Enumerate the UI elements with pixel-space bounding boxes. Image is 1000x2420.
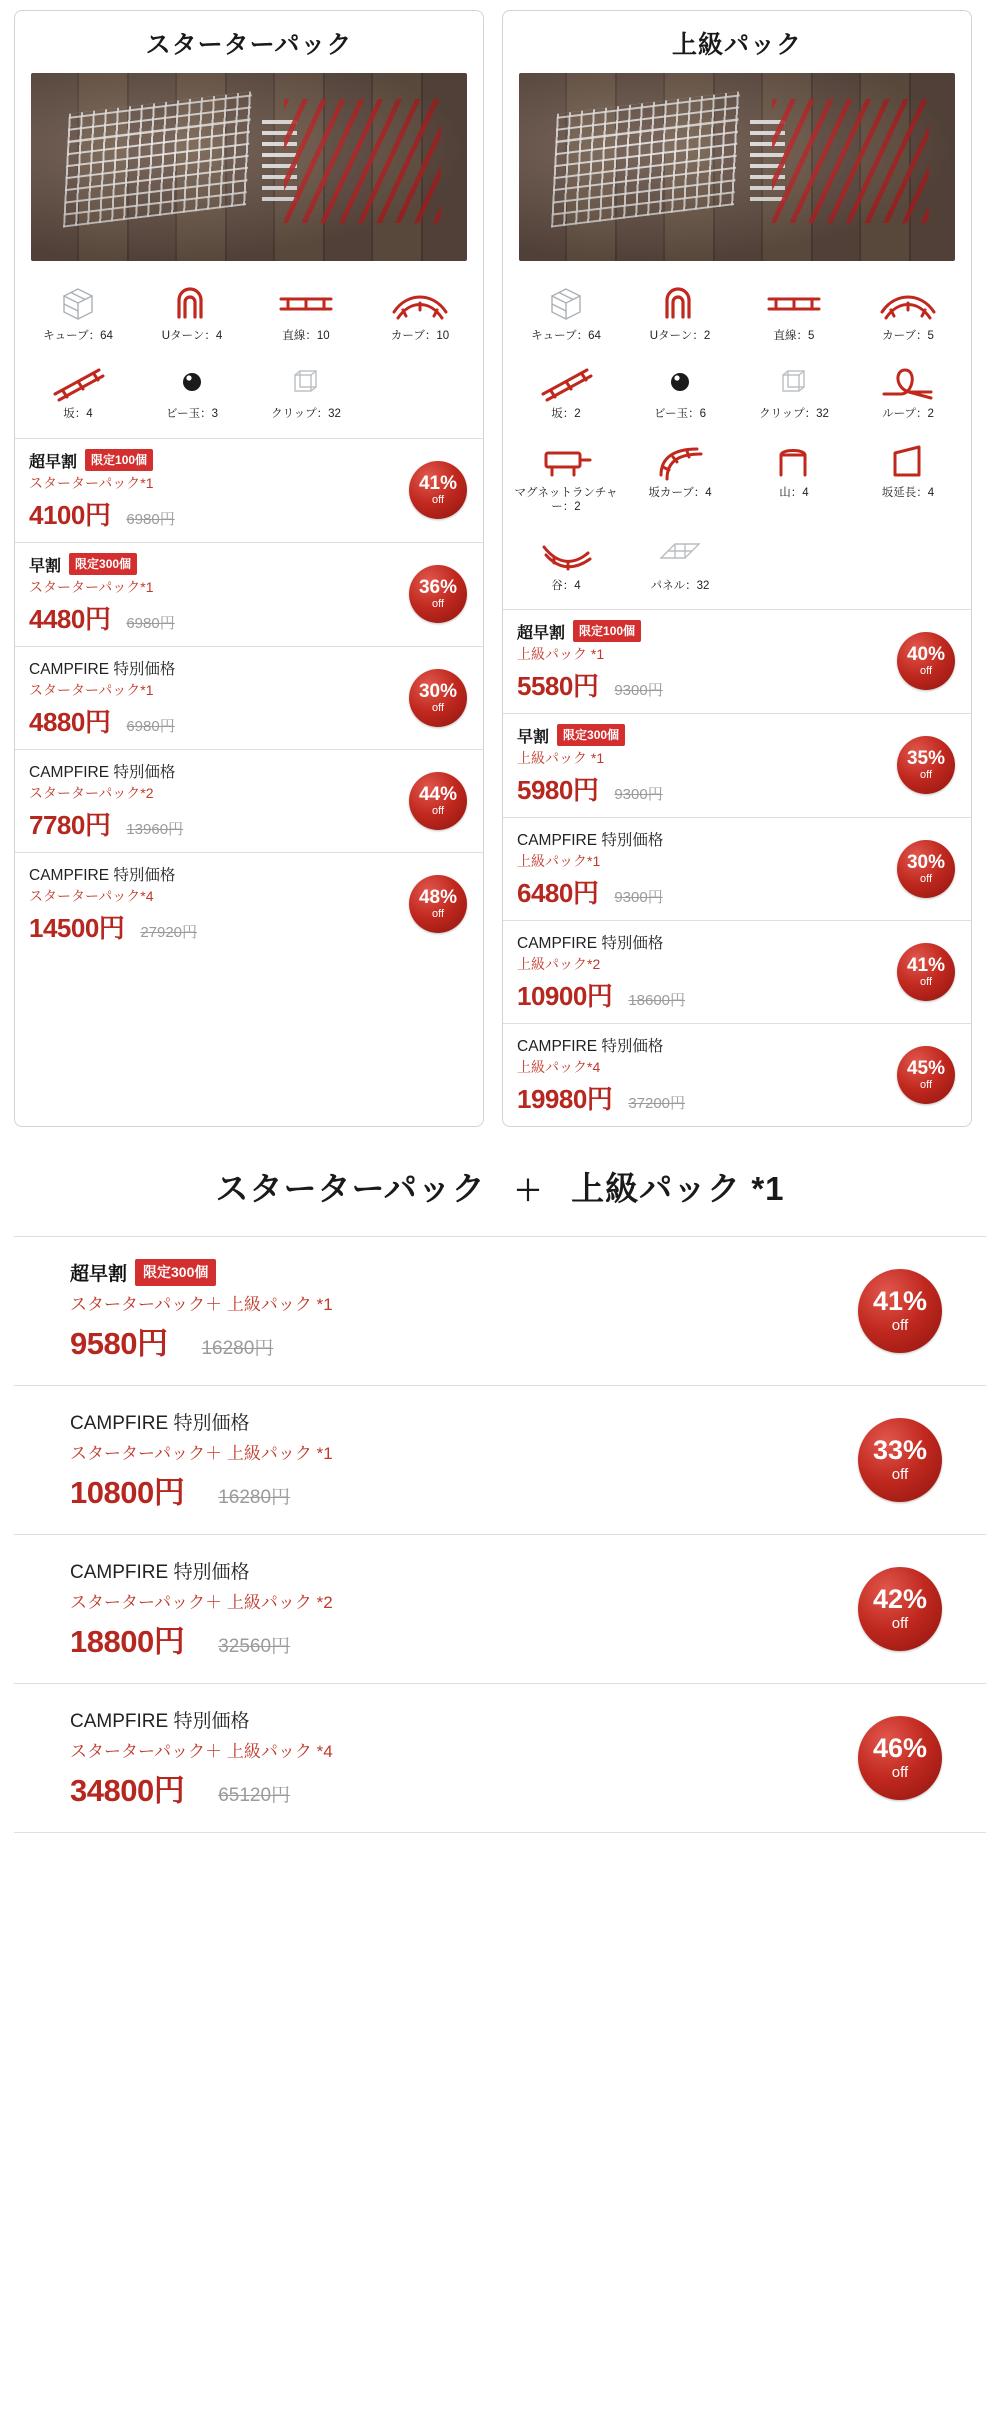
price-amount: 18800円 bbox=[70, 1623, 185, 1659]
price-subtitle: スターターパック＋ 上級パック *2 bbox=[70, 1592, 333, 1612]
price-kicker: 超早割 bbox=[29, 453, 78, 471]
price-amount: 10800円 bbox=[70, 1474, 185, 1510]
price-subtitle: 上級パック*1 bbox=[517, 852, 601, 869]
part-label: 坂：4 bbox=[63, 408, 93, 421]
limited-badge: 限定100個 bbox=[573, 620, 641, 642]
part-item bbox=[21, 275, 135, 353]
straight-icon bbox=[251, 281, 361, 327]
limited-badge: 限定100個 bbox=[85, 449, 153, 471]
parts-list-starter bbox=[15, 261, 483, 438]
combo-section-title bbox=[0, 1127, 1000, 1236]
part-item bbox=[509, 432, 623, 525]
part-item bbox=[249, 275, 363, 353]
part-label: ループ：2 bbox=[882, 408, 934, 421]
discount-off-label: off bbox=[891, 1615, 909, 1633]
part-label: ビー玉：3 bbox=[166, 408, 218, 421]
discount-percent: 41% bbox=[872, 1286, 928, 1317]
discount-badge bbox=[858, 1567, 942, 1651]
price-amount: 5980円 bbox=[517, 774, 599, 805]
price-row[interactable] bbox=[15, 750, 483, 853]
price-subtitle: スターターパック*1 bbox=[29, 681, 154, 698]
price-original: 9300円 bbox=[614, 888, 663, 906]
discount-percent: 44% bbox=[418, 783, 458, 805]
mountain-icon bbox=[739, 438, 849, 484]
u-turn-icon bbox=[625, 281, 735, 327]
discount-badge bbox=[858, 1269, 942, 1353]
price-row[interactable] bbox=[14, 1237, 986, 1386]
price-list-starter bbox=[15, 438, 483, 955]
part-item bbox=[21, 353, 135, 431]
discount-badge bbox=[409, 565, 467, 623]
price-subtitle: スターターパック*1 bbox=[29, 578, 154, 595]
discount-badge bbox=[409, 875, 467, 933]
discount-percent: 30% bbox=[906, 851, 946, 873]
part-item bbox=[737, 432, 851, 525]
part-label: カーブ：5 bbox=[882, 330, 934, 342]
pack-photo-advanced bbox=[519, 73, 955, 261]
price-original: 6980円 bbox=[126, 614, 175, 632]
price-row[interactable] bbox=[15, 647, 483, 750]
discount-percent: 42% bbox=[872, 1584, 928, 1615]
price-subtitle: スターターパック＋ 上級パック *4 bbox=[70, 1741, 333, 1761]
combo-price-list bbox=[14, 1236, 986, 1833]
combo-title-plus: ＋ bbox=[513, 1174, 543, 1206]
discount-badge bbox=[409, 461, 467, 519]
discount-badge bbox=[858, 1716, 942, 1800]
discount-off-label: off bbox=[919, 665, 933, 678]
price-kicker: 超早割 bbox=[517, 624, 566, 642]
price-row[interactable] bbox=[503, 1024, 971, 1126]
price-kicker: CAMPFIRE 特別価格 bbox=[29, 660, 176, 678]
limited-badge: 限定300個 bbox=[557, 724, 625, 746]
price-amount: 6480円 bbox=[517, 877, 599, 908]
part-label: キューブ：64 bbox=[531, 330, 601, 342]
discount-percent: 41% bbox=[418, 473, 458, 495]
photo-grid-board bbox=[551, 91, 740, 227]
pack-title: スターターパック bbox=[145, 31, 353, 59]
price-original: 37200円 bbox=[628, 1094, 686, 1112]
straight-icon bbox=[739, 281, 849, 327]
price-original: 6980円 bbox=[126, 510, 175, 528]
price-amount: 14500円 bbox=[29, 912, 125, 943]
part-item bbox=[623, 353, 737, 431]
discount-off-label: off bbox=[919, 1078, 933, 1091]
price-amount: 5580円 bbox=[517, 670, 599, 701]
limited-badge: 限定300個 bbox=[135, 1259, 216, 1286]
price-kicker: CAMPFIRE 特別価格 bbox=[517, 934, 664, 952]
part-item bbox=[737, 275, 851, 353]
part-label: 坂カーブ：4 bbox=[648, 486, 712, 499]
discount-badge bbox=[409, 772, 467, 830]
photo-rails bbox=[772, 99, 929, 223]
price-kicker: CAMPFIRE 特別価格 bbox=[70, 1412, 250, 1434]
part-label: 直線：10 bbox=[282, 330, 330, 342]
curve-icon bbox=[853, 281, 963, 327]
price-kicker: CAMPFIRE 特別価格 bbox=[517, 831, 664, 849]
price-row[interactable] bbox=[503, 921, 971, 1024]
photo-rails bbox=[284, 99, 441, 223]
discount-percent: 45% bbox=[906, 1057, 946, 1079]
part-item bbox=[363, 275, 477, 353]
part-label: Uターン：2 bbox=[649, 330, 711, 342]
loop-icon bbox=[853, 359, 963, 405]
part-label: 坂：2 bbox=[551, 408, 581, 421]
price-kicker: CAMPFIRE 特別価格 bbox=[29, 763, 176, 781]
part-item bbox=[509, 353, 623, 431]
photo-grid-board bbox=[63, 91, 252, 227]
pack-photo-starter bbox=[31, 73, 467, 261]
pack-title: 上級パック bbox=[671, 31, 802, 59]
price-amount: 10900円 bbox=[517, 980, 613, 1011]
discount-badge bbox=[897, 943, 955, 1001]
clip-icon bbox=[739, 359, 849, 405]
price-original: 16280円 bbox=[218, 1486, 291, 1508]
cube-icon bbox=[511, 281, 621, 327]
slope-extension-icon bbox=[853, 438, 963, 484]
part-item bbox=[737, 353, 851, 431]
part-item bbox=[851, 353, 965, 431]
price-kicker: CAMPFIRE 特別価格 bbox=[29, 866, 176, 884]
combo-title-left: スターターパック bbox=[215, 1169, 486, 1207]
discount-percent: 36% bbox=[418, 577, 458, 599]
discount-badge bbox=[897, 840, 955, 898]
part-label: 山：4 bbox=[779, 486, 809, 499]
slope-icon bbox=[511, 359, 621, 405]
discount-off-label: off bbox=[891, 1466, 909, 1484]
discount-off-label: off bbox=[919, 872, 933, 885]
discount-off-label: off bbox=[431, 701, 445, 714]
magnet-launcher-icon bbox=[511, 438, 621, 484]
curve-icon bbox=[365, 281, 475, 327]
price-row[interactable] bbox=[503, 714, 971, 818]
price-kicker: 超早割 bbox=[70, 1263, 128, 1285]
price-subtitle: スターターパック*4 bbox=[29, 887, 154, 904]
price-kicker: CAMPFIRE 特別価格 bbox=[70, 1561, 250, 1583]
panel-icon bbox=[625, 531, 735, 577]
marble-icon bbox=[137, 359, 247, 405]
part-label: カーブ：10 bbox=[390, 330, 450, 342]
price-subtitle: 上級パック*4 bbox=[517, 1058, 601, 1075]
price-amount: 4480円 bbox=[29, 603, 111, 634]
discount-percent: 48% bbox=[418, 886, 458, 908]
limited-badge: 限定300個 bbox=[69, 553, 137, 575]
discount-off-label: off bbox=[891, 1317, 909, 1335]
price-list-advanced bbox=[503, 609, 971, 1126]
pack-columns bbox=[0, 0, 1000, 1127]
part-item bbox=[623, 525, 737, 603]
price-subtitle: 上級パック *1 bbox=[517, 645, 605, 662]
part-label: パネル：32 bbox=[650, 579, 710, 592]
price-subtitle: スターターパック*1 bbox=[29, 474, 154, 491]
price-kicker: 早割 bbox=[29, 557, 62, 575]
price-row[interactable] bbox=[503, 610, 971, 714]
price-row[interactable] bbox=[14, 1386, 986, 1535]
discount-off-label: off bbox=[431, 804, 445, 817]
price-subtitle: スターターパック＋ 上級パック *1 bbox=[70, 1443, 333, 1463]
price-amount: 7780円 bbox=[29, 809, 111, 840]
price-row[interactable] bbox=[15, 853, 483, 955]
part-item bbox=[623, 275, 737, 353]
price-original: 6980円 bbox=[126, 717, 175, 735]
price-kicker: CAMPFIRE 特別価格 bbox=[517, 1037, 664, 1055]
price-amount: 4880円 bbox=[29, 706, 111, 737]
part-item bbox=[851, 275, 965, 353]
price-original: 16280円 bbox=[201, 1337, 274, 1359]
price-row[interactable] bbox=[14, 1684, 986, 1833]
price-subtitle: 上級パック *1 bbox=[517, 749, 605, 766]
price-original: 9300円 bbox=[614, 785, 663, 803]
price-amount: 4100円 bbox=[29, 499, 111, 530]
price-original: 27920円 bbox=[140, 923, 198, 941]
part-label: 直線：5 bbox=[773, 330, 815, 342]
clip-icon bbox=[251, 359, 361, 405]
price-original: 9300円 bbox=[614, 681, 663, 699]
part-label: クリップ：32 bbox=[271, 408, 341, 421]
discount-badge bbox=[409, 669, 467, 727]
part-label: ビー玉：6 bbox=[654, 408, 706, 421]
discount-percent: 40% bbox=[906, 644, 946, 666]
discount-badge bbox=[897, 632, 955, 690]
price-kicker: CAMPFIRE 特別価格 bbox=[70, 1710, 250, 1732]
price-row[interactable] bbox=[15, 543, 483, 647]
price-original: 32560円 bbox=[218, 1635, 291, 1657]
discount-badge bbox=[897, 736, 955, 794]
valley-icon bbox=[511, 531, 621, 577]
part-item bbox=[135, 353, 249, 431]
discount-off-label: off bbox=[431, 494, 445, 507]
part-item bbox=[509, 525, 623, 603]
part-label: 坂延長：4 bbox=[881, 486, 935, 499]
discount-off-label: off bbox=[919, 975, 933, 988]
discount-percent: 35% bbox=[906, 748, 946, 770]
discount-percent: 33% bbox=[872, 1435, 928, 1466]
part-label: マグネットランチャー：2 bbox=[514, 486, 618, 514]
part-label: クリップ：32 bbox=[759, 408, 829, 421]
price-amount: 34800円 bbox=[70, 1772, 185, 1808]
price-original: 13960円 bbox=[126, 820, 184, 838]
discount-percent: 41% bbox=[906, 954, 946, 976]
u-turn-icon bbox=[137, 281, 247, 327]
discount-off-label: off bbox=[431, 598, 445, 611]
part-item bbox=[623, 432, 737, 525]
part-item bbox=[249, 353, 363, 431]
part-item bbox=[135, 275, 249, 353]
part-label: Uターン：4 bbox=[161, 330, 223, 342]
price-original: 65120円 bbox=[218, 1784, 291, 1806]
discount-off-label: off bbox=[891, 1764, 909, 1782]
price-row[interactable] bbox=[503, 818, 971, 921]
discount-badge bbox=[897, 1046, 955, 1104]
price-subtitle: スターターパック＋ 上級パック *1 bbox=[70, 1294, 333, 1314]
price-original: 18600円 bbox=[628, 991, 686, 1009]
slope-curve-icon bbox=[625, 438, 735, 484]
discount-off-label: off bbox=[919, 769, 933, 782]
price-row[interactable] bbox=[14, 1535, 986, 1684]
combo-title-right: 上級パック *1 bbox=[571, 1169, 785, 1207]
discount-off-label: off bbox=[431, 907, 445, 920]
parts-list-advanced bbox=[503, 261, 971, 609]
photo-sticks bbox=[262, 114, 297, 200]
discount-percent: 46% bbox=[872, 1733, 928, 1764]
part-label: キューブ：64 bbox=[43, 330, 113, 342]
price-subtitle: スターターパック*2 bbox=[29, 784, 154, 801]
part-label: 谷：4 bbox=[551, 579, 581, 592]
marble-icon bbox=[625, 359, 735, 405]
discount-badge bbox=[858, 1418, 942, 1502]
price-subtitle: 上級パック*2 bbox=[517, 955, 601, 972]
slope-icon bbox=[23, 359, 133, 405]
cube-icon bbox=[23, 281, 133, 327]
price-amount: 19980円 bbox=[517, 1083, 613, 1114]
price-kicker: 早割 bbox=[517, 728, 550, 746]
price-amount: 9580円 bbox=[70, 1325, 168, 1361]
part-item bbox=[851, 432, 965, 525]
pack-card-starter bbox=[14, 10, 484, 1127]
price-row[interactable] bbox=[15, 439, 483, 543]
part-item bbox=[509, 275, 623, 353]
pack-card-advanced bbox=[502, 10, 972, 1127]
discount-percent: 30% bbox=[418, 680, 458, 702]
photo-sticks bbox=[750, 114, 785, 200]
